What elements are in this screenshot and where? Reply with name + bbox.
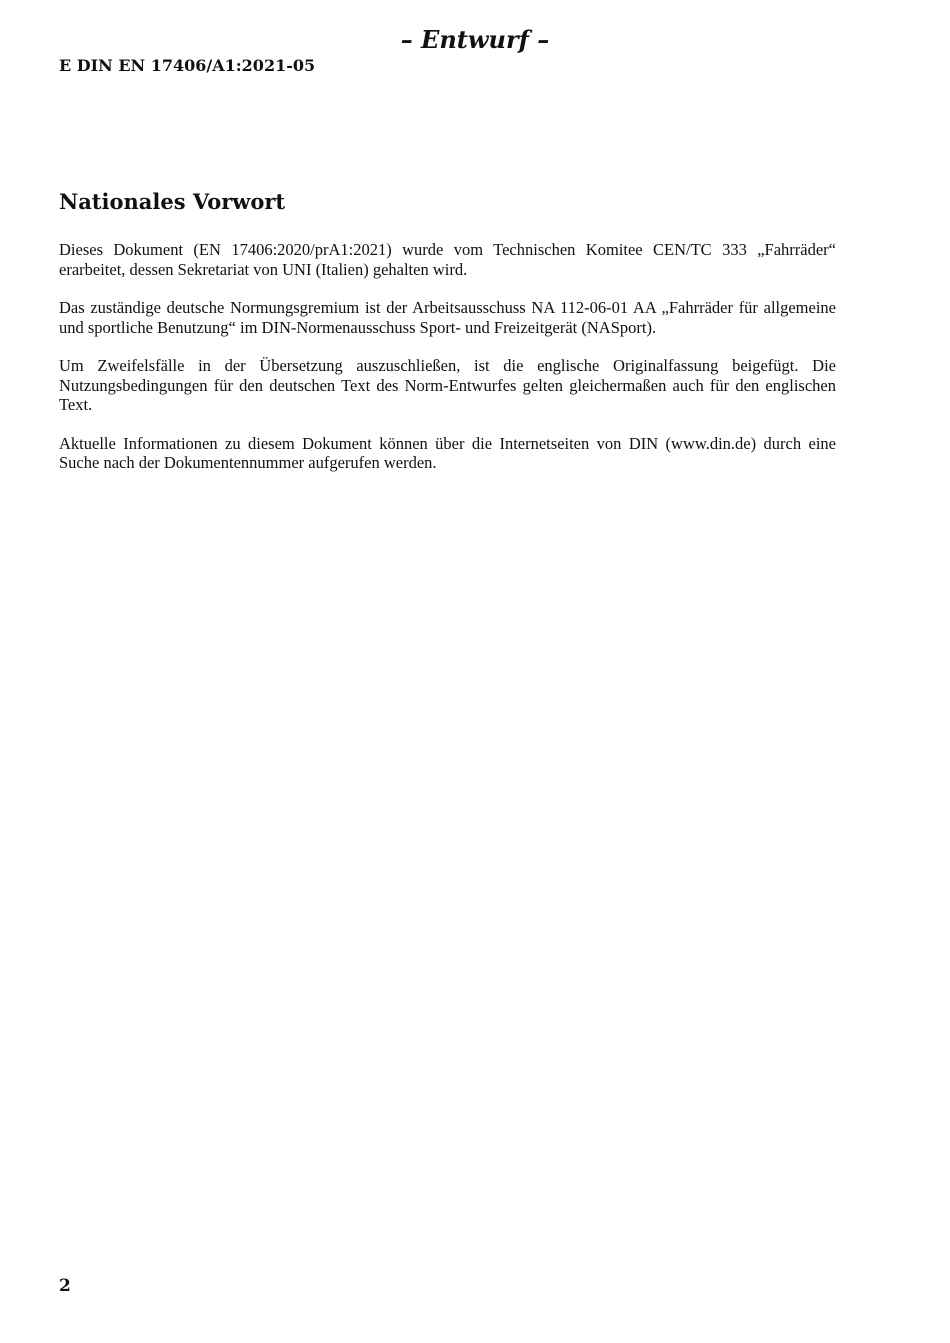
paragraph-national-body: Das zuständige deutsche Normungsgremium ist der Arbeitsausschuss NA 112-06-01 AA „Fahrräder für allgemeine und sportliche Benutzung“ im DIN-Normenausschuss Sport- und Freizeitgerät (NASport).	[59, 298, 836, 337]
document-id: E DIN EN 17406/A1:2021-05	[59, 56, 316, 75]
paragraph-information: Aktuelle Informationen zu diesem Dokument können über die Internetseiten von DIN (www.din.de) durch eine Suche nach der Dokumentennummer aufgerufen werden.	[59, 433, 836, 472]
section-title: Nationales Vorwort	[59, 189, 286, 214]
paragraph-translation: Um Zweifelsfälle in der Übersetzung auszuschließen, ist die englische Originalfassung beigefügt. Die Nutzungsbedingungen für den deutschen Text des Norm-Entwurfes gelten gleichermaßen auch für den englischen Text.	[59, 356, 836, 414]
draft-watermark-label: – Entwurf –	[400, 25, 550, 54]
foreword-body	[59, 240, 836, 492]
paragraph-committee: Dieses Dokument (EN 17406:2020/prA1:2021) wurde vom Technischen Komitee CEN/TC 333 „Fahrräder“ erarbeitet, dessen Sekretariat von UNI (Italien) gehalten wird.	[59, 240, 836, 279]
page-number: 2	[59, 1276, 71, 1296]
